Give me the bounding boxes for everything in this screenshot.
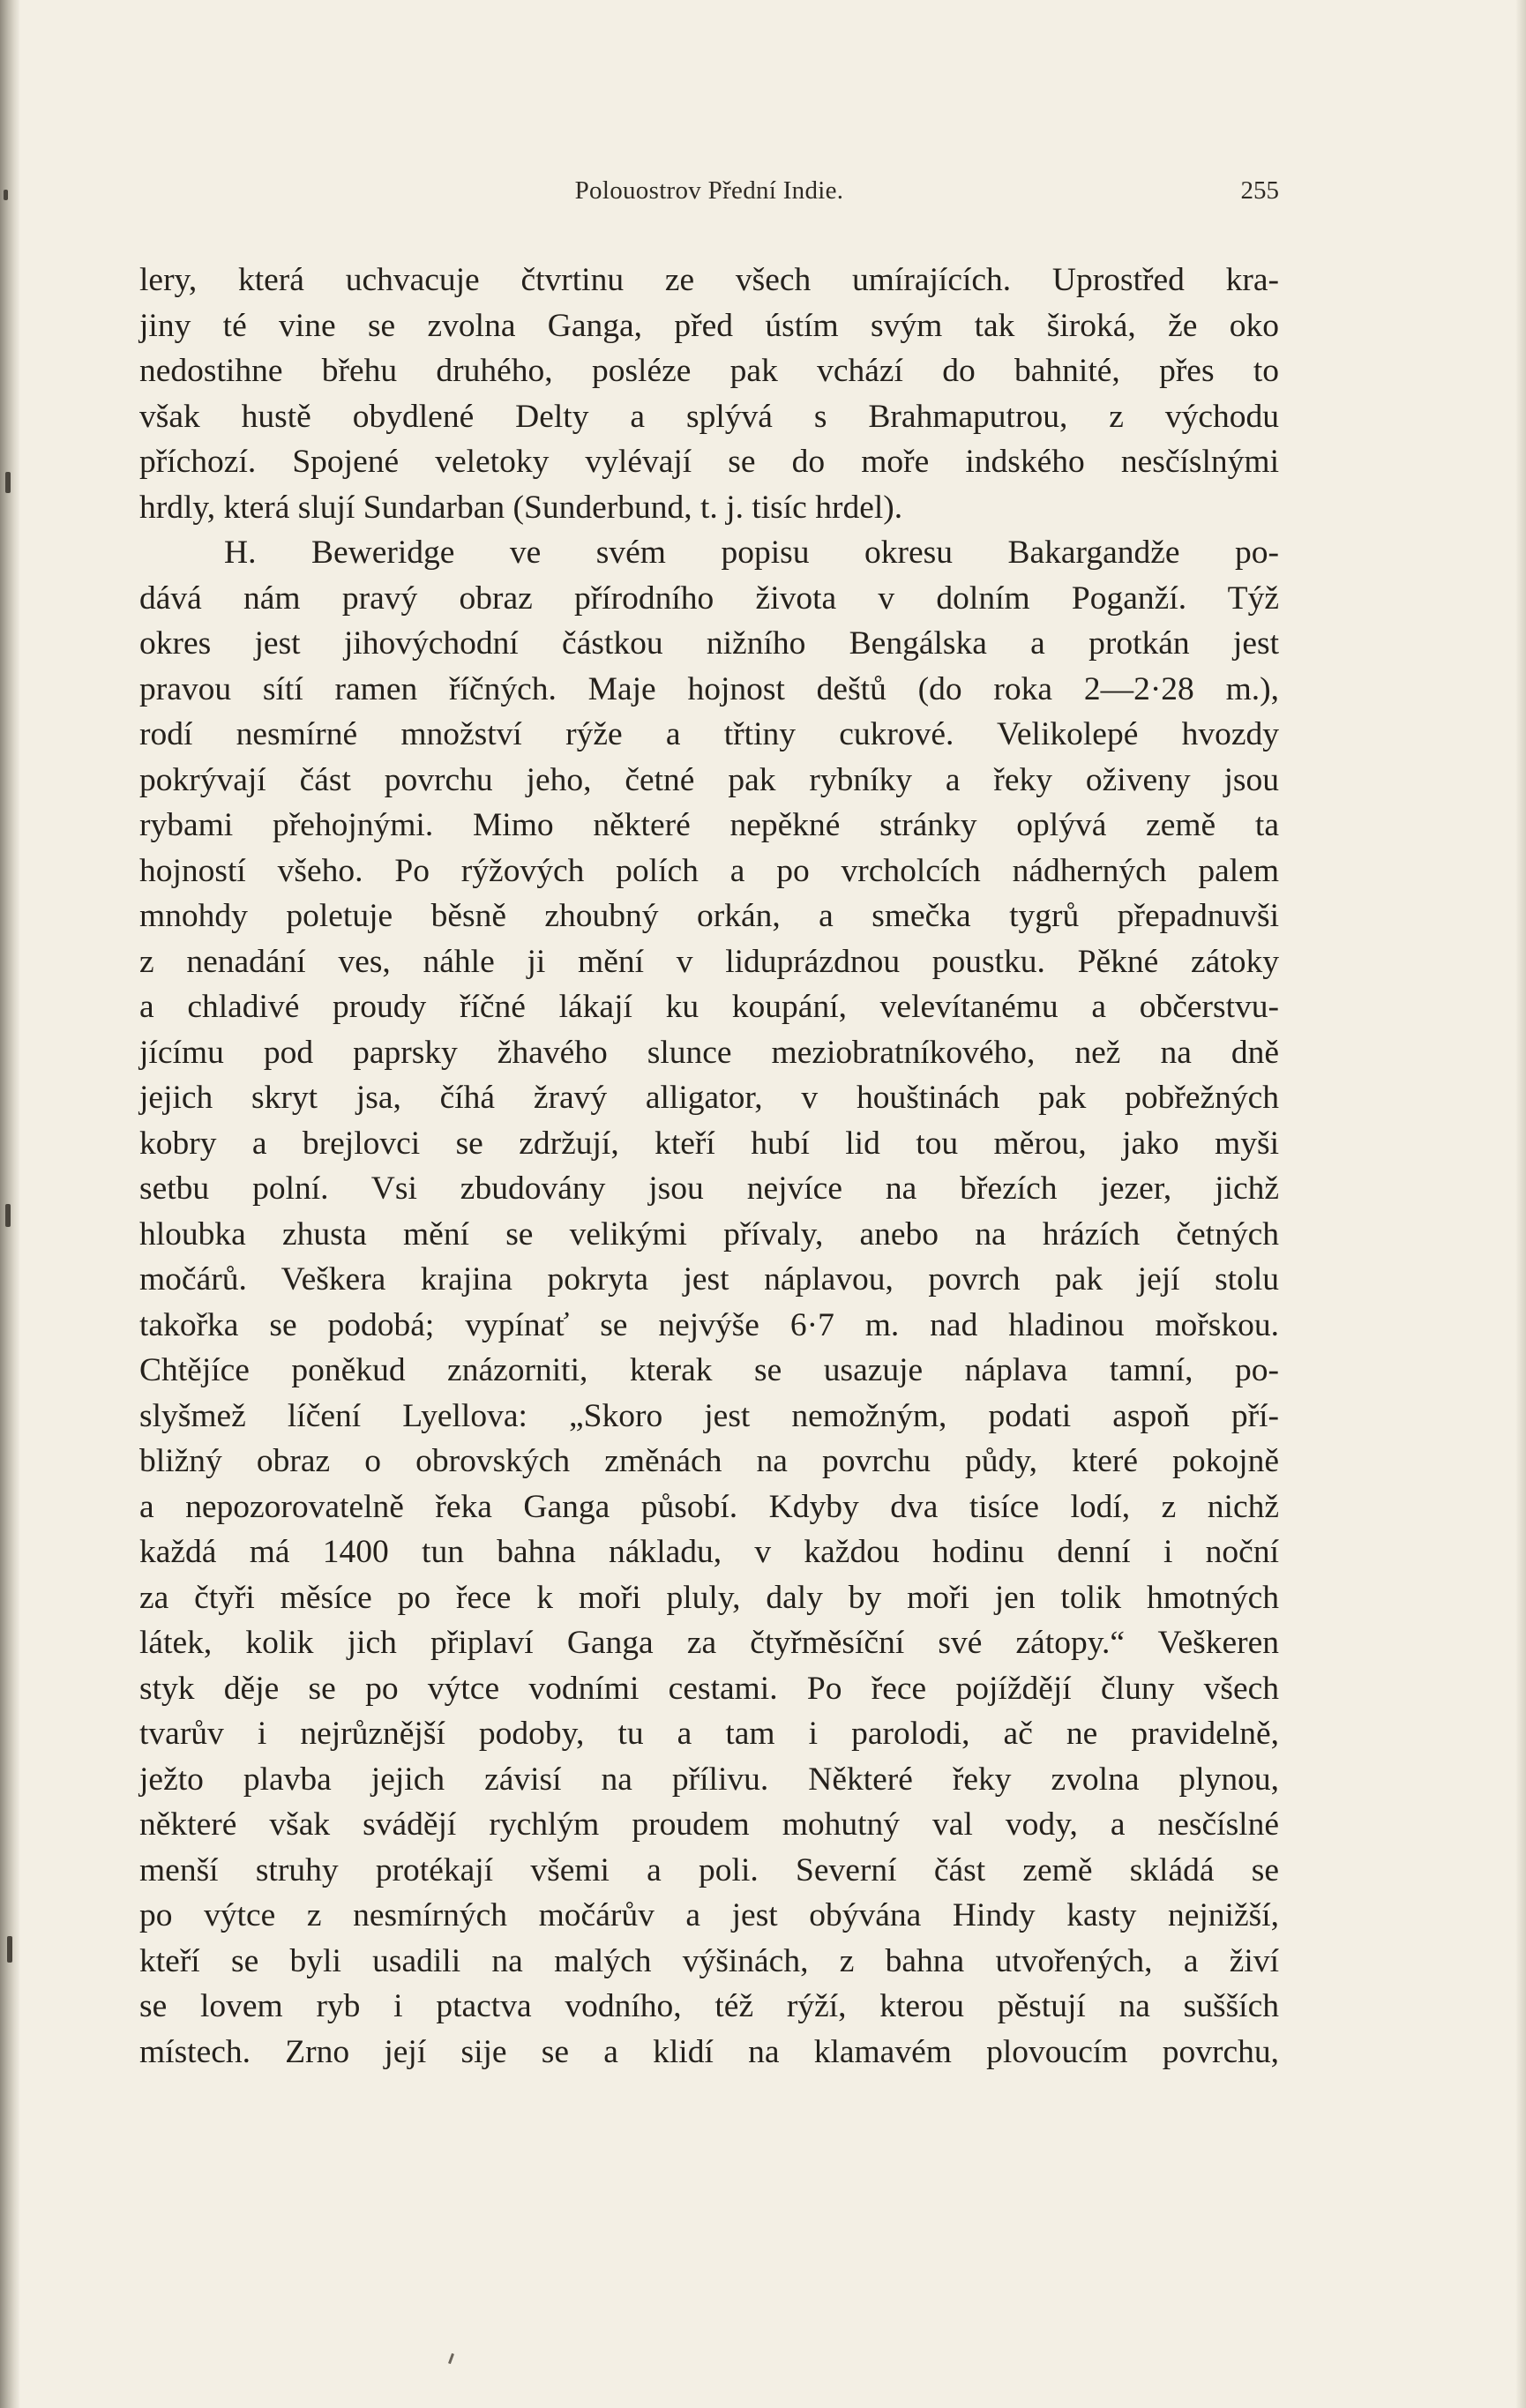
margin-mark [7,1936,12,1963]
running-header [139,176,1279,212]
text-line: ježto plavba jejich závisí na přílivu. Některé řeky zvolna plynou, [139,1761,1279,1798]
text-line: nedostihne břehu druhého, posléze pak vchází do bahnité, přes to [139,353,1279,389]
text-line: některé však svádějí rychlým proudem mohutný val vody, a nesčíslné [139,1806,1279,1843]
text-line: styk děje se po výtce vodními cestami. Po řece pojíždějí čluny všech [139,1670,1279,1707]
text-line: z nenadání ves, náhle ji mění v liduprázdnou poustku. Pěkné zátoky [139,943,1279,980]
text-line: po výtce z nesmírných močárův a jest obývána Hindy kasty nejnižší, [139,1897,1279,1933]
text-line: jejich skryt jsa, číhá žravý alligator, v houštinách pak pobřežných [139,1080,1279,1116]
text-line: kobry a brejlovci se zdržují, kteří hubí lid tou měrou, jako myši [139,1125,1279,1162]
text-line: dává nám pravý obraz přírodního života v dolním Poganží. Týž [139,580,1279,617]
margin-mark [5,472,11,493]
margin-mark [5,1204,11,1227]
text-line: slyšmež líčení Lyellova: „Skoro jest nemožným, podati aspoň pří- [139,1397,1279,1434]
text-line: však hustě obydlené Delty a splývá s Brahmaputrou, z východu [139,398,1279,435]
text-line: močárů. Veškera krajina pokryta jest náplavou, povrch pak její stolu [139,1261,1279,1297]
text-line: okres jest jihovýchodní částkou nižního Bengálska a protkán jest [139,625,1279,662]
text-line: kteří se byli usadili na malých výšinách, z bahna utvořených, a živí [139,1942,1279,1979]
text-line: tvarův i nejrůznější podoby, tu a tam i parolodi, ač ne pravidelně, [139,1716,1279,1752]
text-line: lery, která uchvacuje čtvrtinu ze všech umírajících. Uprostřed kra- [139,262,1279,298]
text-line: za čtyři měsíce po řece k moři pluly, daly by moři jen tolik hmotných [139,1579,1279,1616]
text-line: příchozí. Spojené veletoky vylévají se do moře indského nesčíslnými [139,444,1279,480]
text-line: pravou sítí ramen říčných. Maje hojnost deštů (do roka 2—2·28 m.), [139,670,1279,707]
text-line: menší struhy protékají všemi a poli. Severní část země skládá se [139,1851,1279,1888]
text-line: každá má 1400 tun bahna nákladu, v každou hodinu denní i noční [139,1534,1279,1570]
text-line: H. Beweridge ve svém popisu okresu Bakargandže po- [224,535,1279,571]
text-line: a nepozorovatelně řeka Ganga působí. Kdyby dva tisíce lodí, z nichž [139,1488,1279,1525]
text-line: jícímu pod paprsky žhavého slunce meziobratníkového, než na dně [139,1034,1279,1071]
ink-speck [448,2353,454,2364]
text-line: hrdly, která slují Sundarban (Sunderbund, t. j. tisíc hrdel). [139,489,903,526]
text-line: Chtějíce poněkud znázorniti, kterak se usazuje náplava tamní, po- [139,1352,1279,1388]
page-right-edge [1515,0,1526,2408]
text-line: rodí nesmírné množství rýže a třtiny cukrové. Velikolepé hvozdy [139,716,1279,752]
text-line: setbu polní. Vsi zbudovány jsou nejvíce na březích jezer, jichž [139,1170,1279,1207]
text-line: hloubka zhusta mění se velikými přívaly, anebo na hrázích četných [139,1215,1279,1253]
page-number: 255 [1240,176,1279,205]
text-line: bližný obraz o obrovských změnách na povrchu půdy, které pokojně [139,1443,1279,1479]
text-line: látek, kolik jich připlaví Ganga za čtyřměsíční své zátopy.“ Veškeren [139,1625,1279,1661]
text-line: takořka se podobá; vypínať se nejvýše 6·7 m. nad hladinou mořskou. [139,1306,1279,1343]
text-line: rybami přehojnými. Mimo některé nepěkné stránky oplývá země ta [139,807,1279,843]
text-line: se lovem ryb i ptactva vodního, též rýží, kterou pěstují na sušších [139,1988,1279,2024]
text-line: mnohdy poletuje běsně zhoubný orkán, a smečka tygrů přepadnuvši [139,898,1279,934]
text-line: jiny té vine se zvolna Ganga, před ústím svým tak široká, že oko [139,307,1279,344]
body-text [139,258,1279,2075]
text-line: místech. Zrno její sije se a klidí na klamavém plovoucím povrchu, [139,2033,1279,2070]
margin-mark [4,190,8,200]
text-line: pokrývají část povrchu jeho, četné pak rybníky a řeky oživeny jsou [139,761,1279,798]
running-title: Polouostrov Přední Indie. [574,176,844,205]
text-line: hojností všeho. Po rýžových polích a po vrcholcích nádherných palem [139,852,1279,889]
text-line: a chladivé proudy říčné lákají ku koupání, velevítanému a občerstvu- [139,989,1279,1025]
